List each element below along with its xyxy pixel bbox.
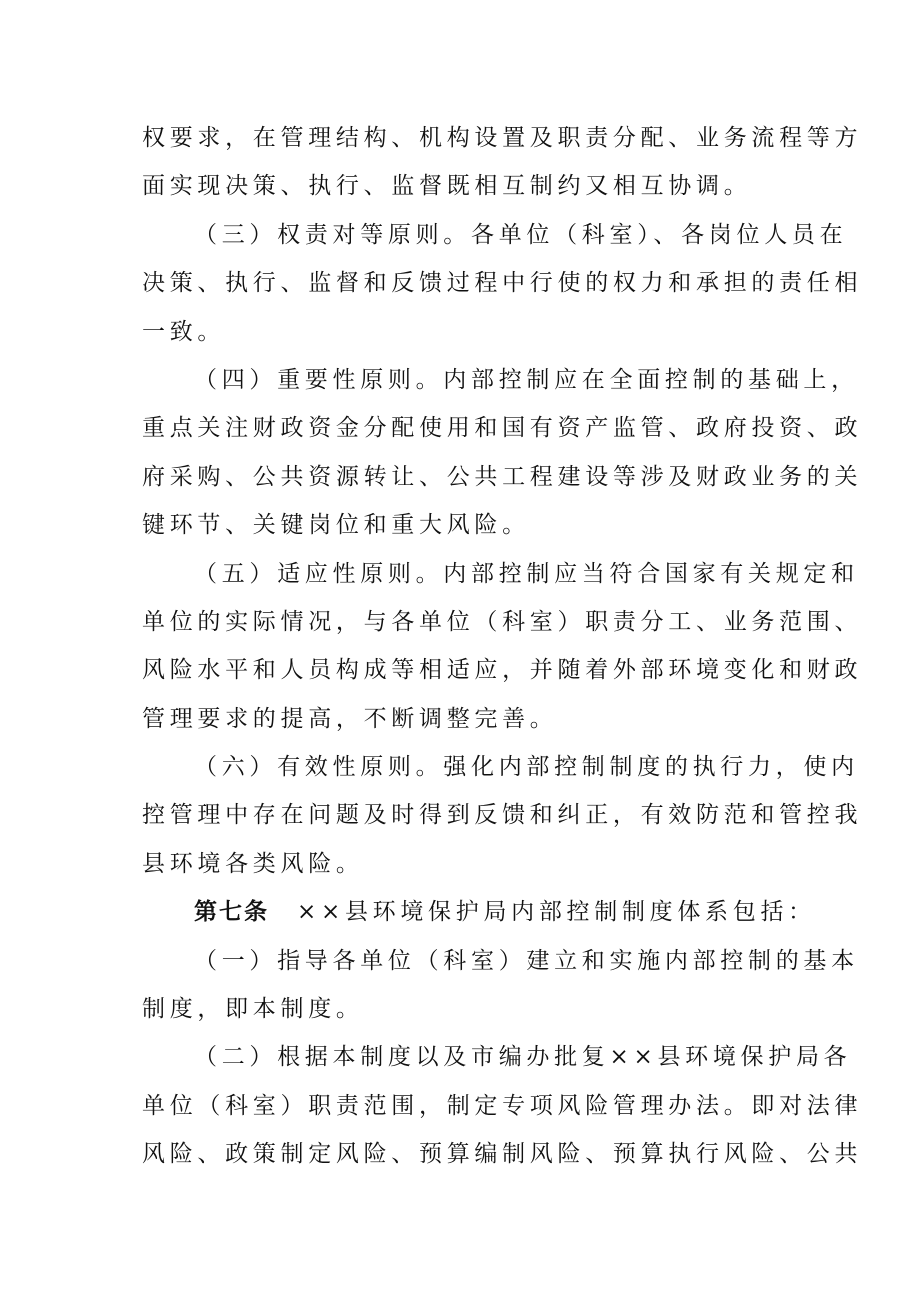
article-7-heading: 第七条	[194, 899, 269, 926]
text-line: 风险水平和人员构成等相适应，并随着外部环境变化和财政	[142, 657, 863, 684]
text-line: 权要求，在管理结构、机构设置及职责分配、业务流程等方	[142, 125, 863, 151]
text-line: 一致。	[142, 318, 226, 345]
paragraph-start-line: （三）权责对等原则。各单位（科室）、各岗位人员在	[194, 221, 848, 248]
text-line: 重点关注财政资金分配使用和国有资产监管、政府投资、政	[142, 415, 863, 442]
text-line: 风险、政策制定风险、预算编制风险、预算执行风险、公共	[142, 1141, 863, 1168]
text-line: 单位的实际情况，与各单位（科室）职责分工、业务范围、	[142, 608, 863, 635]
article-7-text: ××县环境保护局内部控制制度体系包括：	[297, 899, 816, 926]
document-body	[142, 114, 863, 1179]
paragraph-start-line: （二）根据本制度以及市编办批复××县环境保护局各	[194, 1044, 852, 1071]
article-7-line	[142, 888, 816, 936]
text-line: 单位（科室）职责范围，制定专项风险管理办法。即对法律	[142, 1092, 863, 1119]
text-line: 府采购、公共资源转让、公共工程建设等涉及财政业务的关	[142, 463, 863, 490]
text-line: 键环节、关键岗位和重大风险。	[142, 512, 530, 539]
paragraph-start-line: （四）重要性原则。内部控制应在全面控制的基础上，	[194, 366, 859, 393]
paragraph-start-line: （六）有效性原则。强化内部控制制度的执行力，使内	[194, 754, 859, 781]
text-line: 控管理中存在问题及时得到反馈和纠正，有效防范和管控我	[142, 802, 863, 829]
paragraph-start-line: （五）适应性原则。内部控制应当符合国家有关规定和	[194, 560, 859, 587]
text-line: 决策、执行、监督和反馈过程中行使的权力和承担的责任相	[142, 270, 863, 297]
text-line: 管理要求的提高，不断调整完善。	[142, 705, 558, 732]
text-line: 面实现决策、执行、监督既相互制约又相互协调。	[142, 173, 752, 200]
text-line: 制度，即本制度。	[142, 996, 364, 1023]
text-line: 县环境各类风险。	[142, 850, 364, 877]
paragraph-start-line: （一）指导各单位（科室）建立和实施内部控制的基本	[194, 947, 859, 974]
